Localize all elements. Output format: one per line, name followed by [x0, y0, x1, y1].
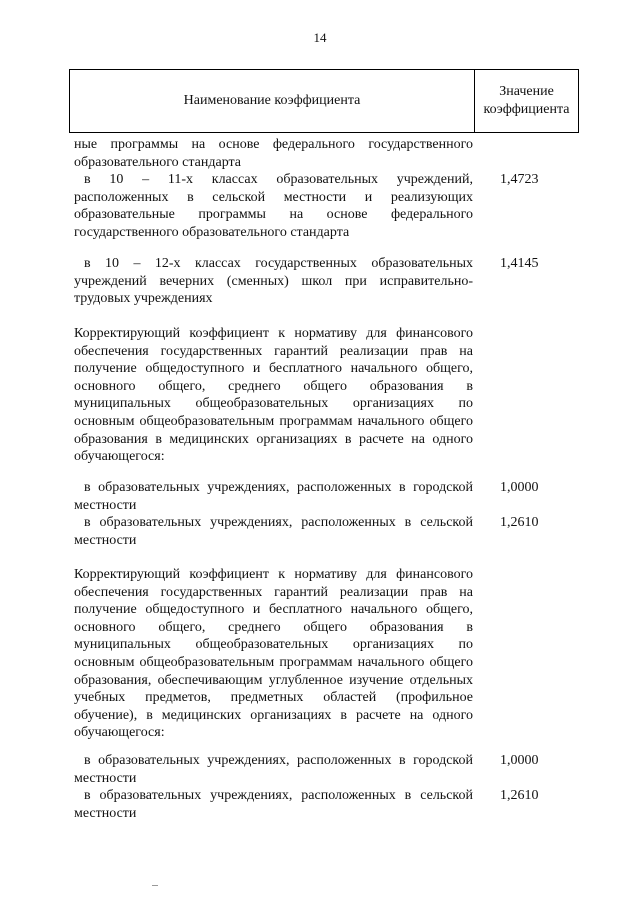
row-value-7: 1,0000 [500, 753, 539, 768]
row-value-2: 1,4145 [500, 256, 539, 271]
row-text-6: Корректирующий коэффициент к нормативу для финансового обеспечения государственных гарантий реализации прав на получение общедоступного и бесплатного начального общего, основного общего, среднего общего образования в муниципальных общеобразовательных организациях по основным общеобразовательным программам начального общего образования, обеспечивающим углубленное изучение отдельных учебных предметов, предметных областей (профильное обучение), в медицинских организациях в расчете на одного обучающегося: [74, 567, 473, 741]
row-text-1: в 10 – 11-х классах образовательных учреждений, расположенных в сельской местности и реализующих образовательные программы на основе федерального государственного образовательного стандарта [74, 172, 473, 240]
row-value-8: 1,2610 [500, 788, 539, 803]
row-text-7: в образовательных учреждениях, расположенных в городской местности [74, 753, 473, 786]
header-name-cell: Наименование коэффициента [183, 93, 361, 108]
header-value-cell: Значение коэффициента [483, 84, 570, 117]
row-text-4: в образовательных учреждениях, расположенных в городской местности [74, 480, 473, 513]
row-text-3: Корректирующий коэффициент к нормативу для финансового обеспечения государственных гарантий реализации прав на получение общедоступного и бесплатного начального общего, основного общего, среднего общего образования в муниципальных общеобразовательных организациях по основным общеобразовательным программам начального общего образования в медицинских организациях в расчете на одного обучающегося: [74, 326, 473, 465]
row-text-8: в образовательных учреждениях, расположенных в сельской местности [74, 788, 473, 821]
table-header [69, 69, 579, 133]
row-text-2: в 10 – 12-х классах государственных образовательных учреждений вечерних (сменных) школ при исправительно-трудовых учреждениях [74, 256, 473, 307]
row-value-1: 1,4723 [500, 172, 539, 187]
row-value-4: 1,0000 [500, 480, 539, 495]
row-text-0: ные программы на основе федерального государственного образовательного стандарта [74, 137, 473, 170]
row-text-5: в образовательных учреждениях, расположенных в сельской местности [74, 515, 473, 548]
scan-speck [152, 885, 158, 886]
row-value-5: 1,2610 [500, 515, 539, 530]
page-number: 14 [313, 30, 327, 45]
